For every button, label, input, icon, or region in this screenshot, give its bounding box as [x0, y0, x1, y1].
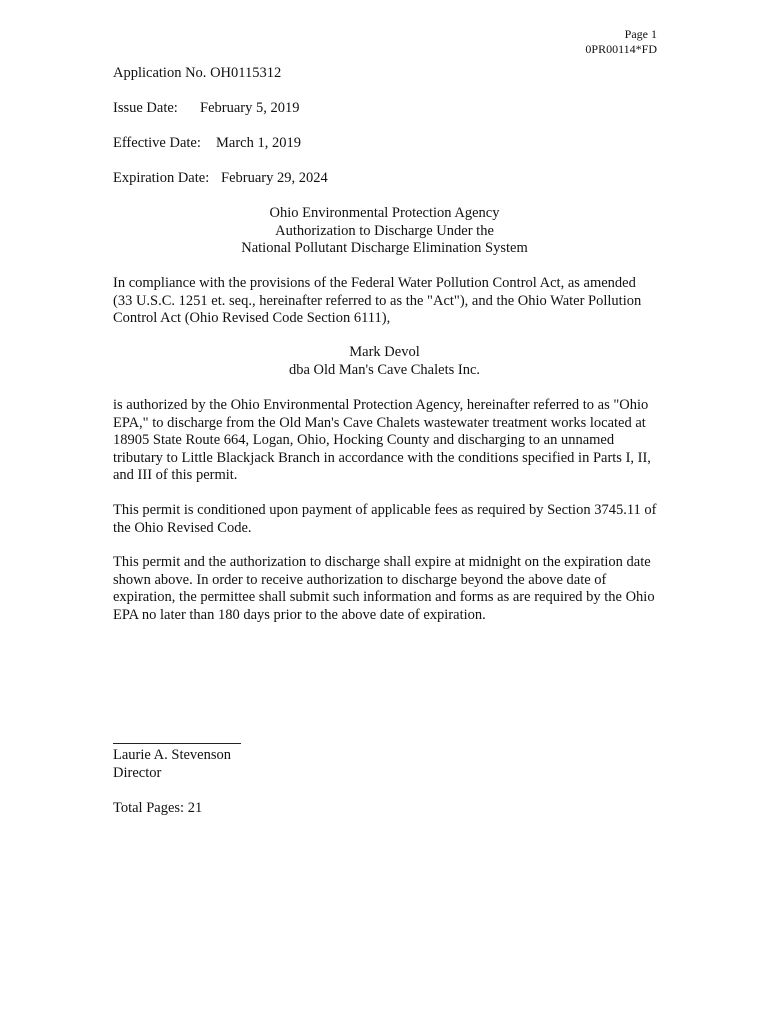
- page-number: Page 1: [624, 27, 657, 41]
- effective-date-label: Effective Date:: [113, 135, 201, 151]
- expiration-date-label: Expiration Date:: [113, 170, 210, 186]
- fees-paragraph: This permit is conditioned upon payment of applicable fees as required by Section 3745.11 of the Ohio Revised Code.: [113, 502, 657, 536]
- issue-date-value: February 5, 2019: [200, 100, 300, 116]
- application-number-field: [113, 65, 281, 82]
- expiration-date-value: February 29, 2024: [221, 170, 328, 186]
- authorization-heading: Authorization to Discharge Under the: [275, 222, 494, 239]
- authorization-paragraph: is authorized by the Ohio Environmental Protection Agency, hereinafter referred to as "Ohio EPA," to discharge from the Old Man's Cave Chalets wastewater treatment works located at 18905 State Route 664, Logan, Ohio, Hocking County and discharging to an unnamed tributary to Little Blackjack Branch in accordance with the conditions specified in Parts I, II, and III of this permit.: [113, 397, 651, 483]
- page-header: [585, 27, 657, 57]
- issue-date-label: Issue Date:: [113, 100, 178, 116]
- permittee-name: Mark Devol: [349, 344, 420, 360]
- signature-line: [113, 743, 241, 744]
- effective-date-value: March 1, 2019: [216, 135, 301, 151]
- expiration-paragraph: This permit and the authorization to discharge shall expire at midnight on the expiration date shown above. In order to receive authorization to discharge beyond the above date of expiration, the permittee shall submit such information and forms as are required by the Ohio EPA no later than 180 days prior to the above date of expiration.: [113, 554, 655, 623]
- effective-date-field: [113, 135, 301, 152]
- application-number-label: Application No.: [113, 65, 207, 81]
- signatory-title: Director: [113, 765, 162, 781]
- signatory-block: [113, 746, 231, 782]
- application-number-value: OH0115312: [210, 65, 282, 81]
- permittee-block: [113, 344, 656, 379]
- system-name: National Pollutant Discharge Elimination System: [241, 240, 528, 256]
- total-pages: Total Pages: 21: [113, 800, 203, 816]
- signatory-name: Laurie A. Stevenson: [113, 747, 231, 763]
- document-code: 0PR00114*FD: [585, 42, 657, 56]
- expiration-date-field: [113, 170, 328, 187]
- agency-title-block: [113, 205, 656, 258]
- permittee-dba: dba Old Man's Cave Chalets Inc.: [288, 361, 481, 378]
- agency-name: Ohio Environmental Protection Agency: [269, 205, 500, 221]
- issue-date-field: [113, 100, 299, 117]
- compliance-paragraph: In compliance with the provisions of the Federal Water Pollution Control Act, as amended (33 U.S.C. 1251 et. seq., hereinafter referred to as the "Act"), and the Ohio Water Pollution Control Act (Ohio Revised Code Section 6111),: [113, 275, 642, 326]
